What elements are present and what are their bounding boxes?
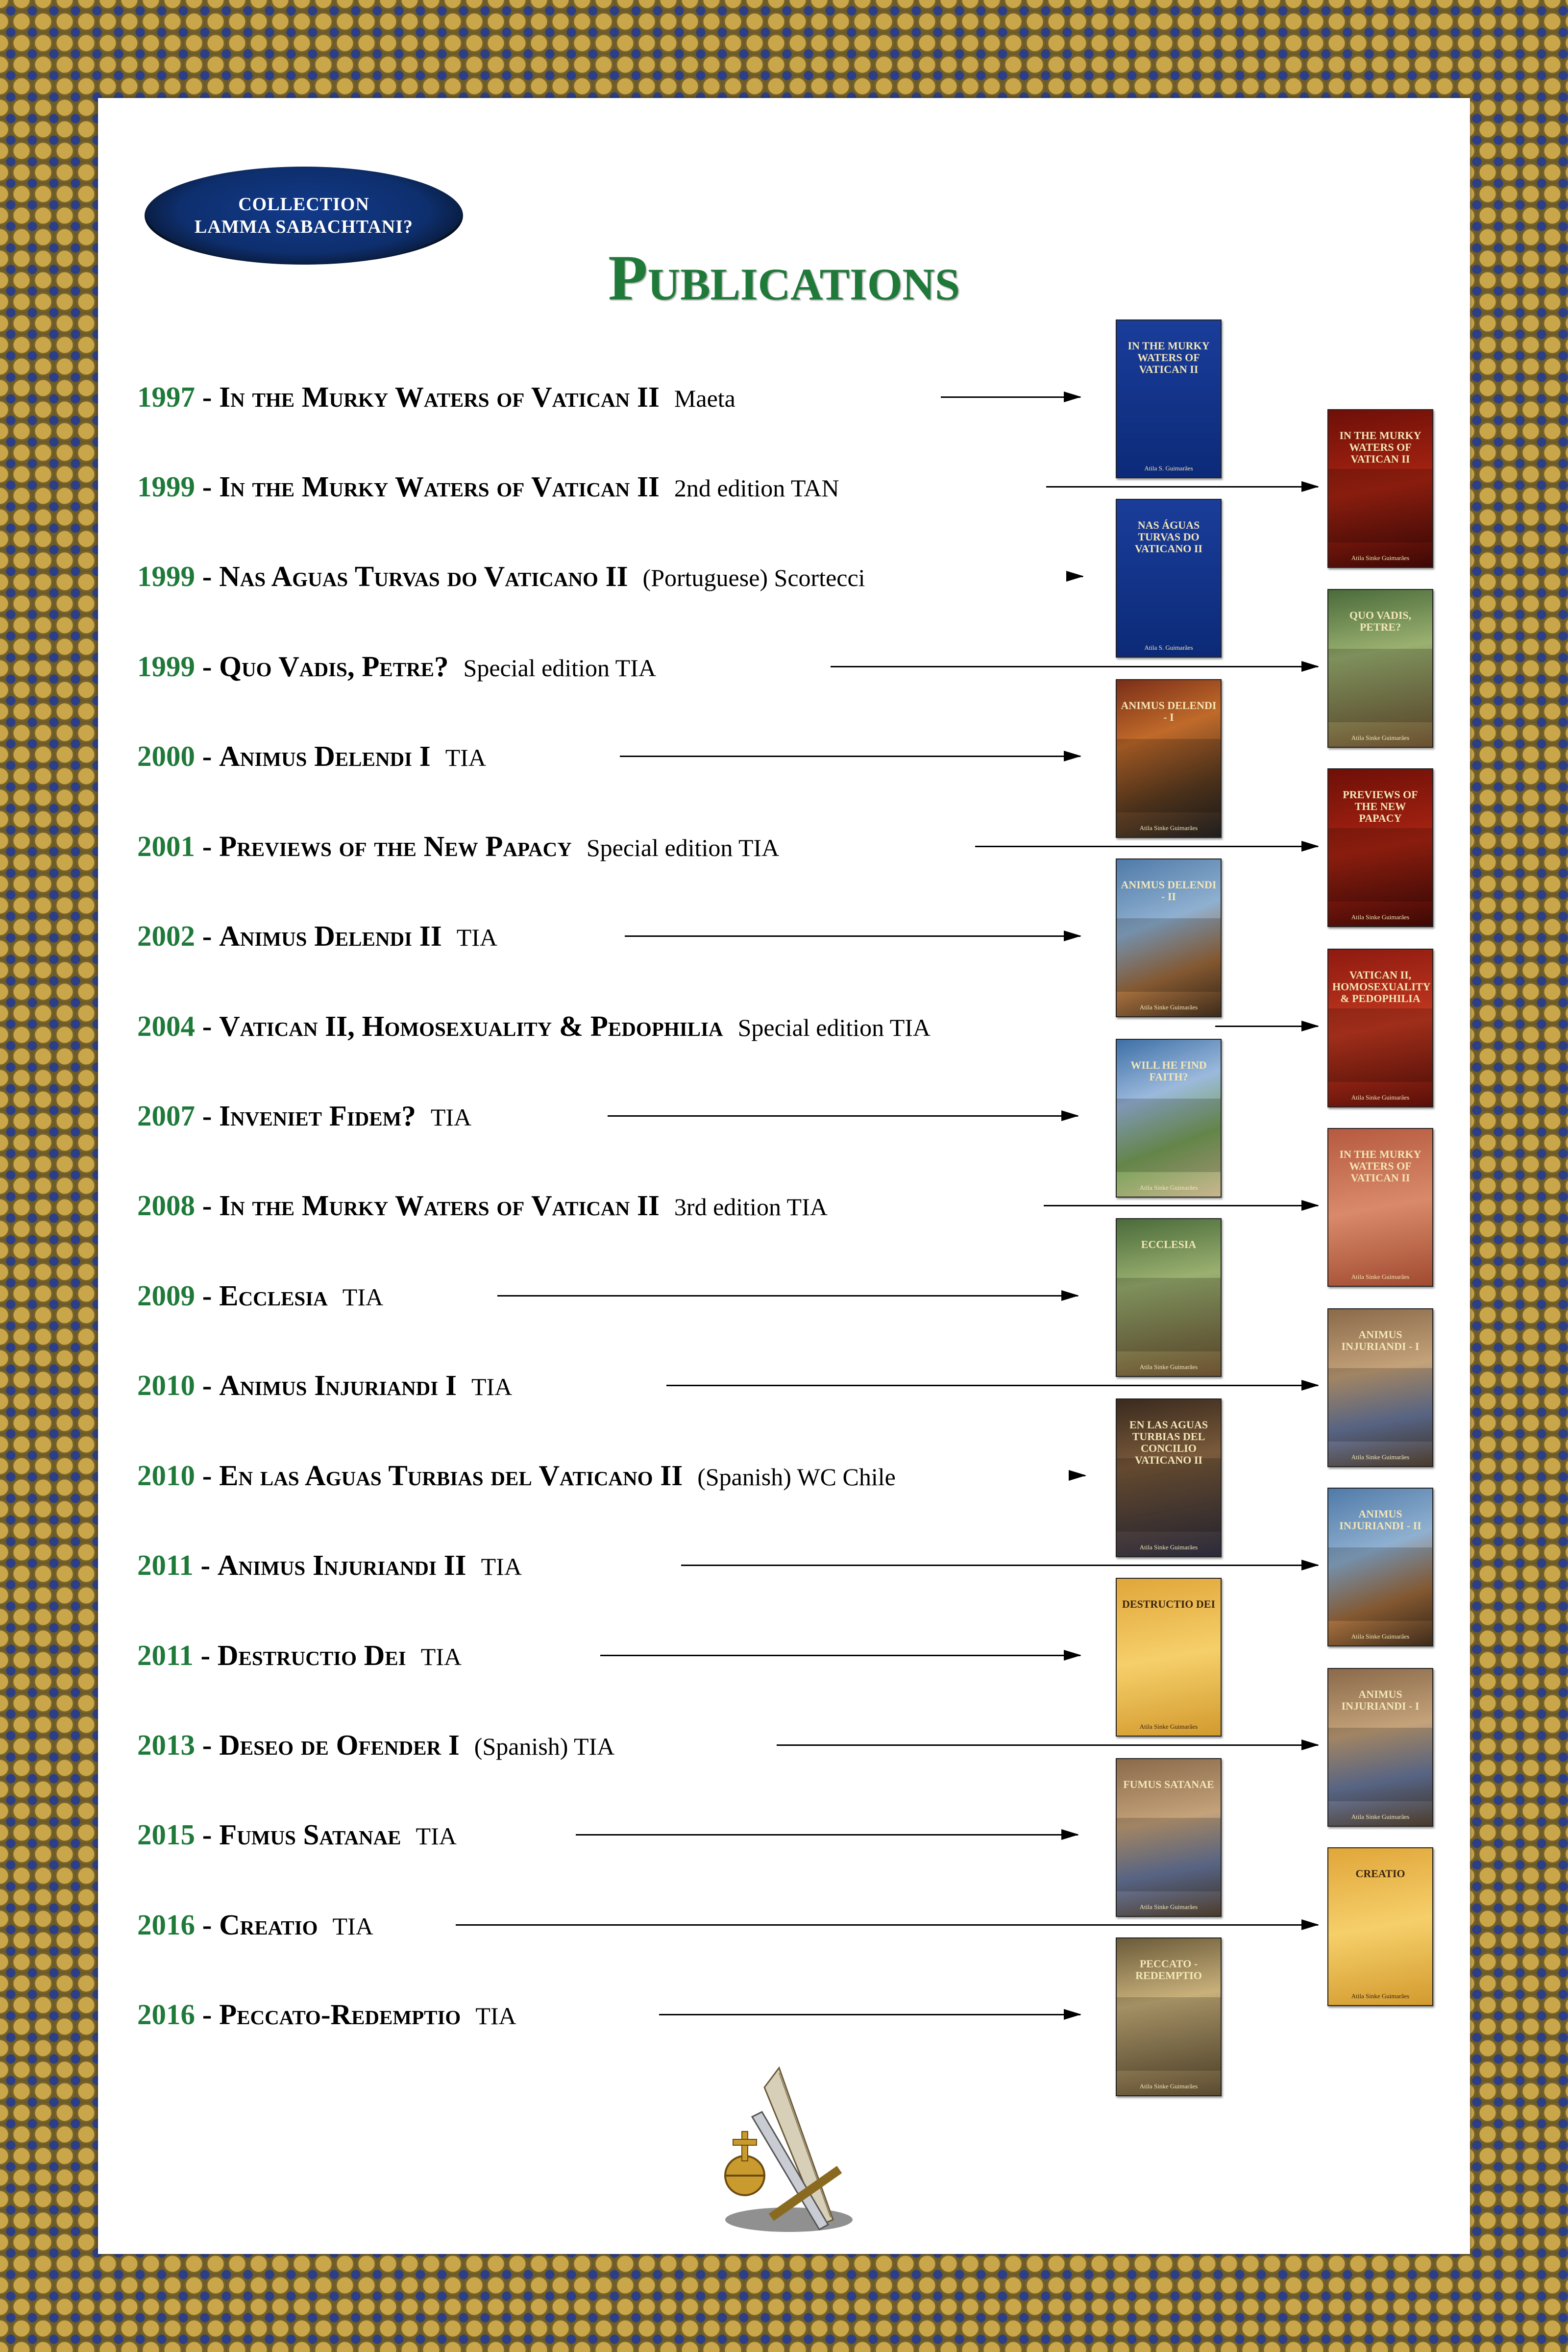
publication-row: 2016 - Creatio TIA: [137, 1903, 1460, 1947]
cover-author: Atila Sinke Guimarães: [1139, 824, 1198, 832]
arrow-right-icon: [625, 935, 1080, 937]
cover-title: ANIMUS INJURIANDI - I: [1341, 1688, 1420, 1712]
badge-line-2: LAMMA SABACHTANI?: [195, 217, 413, 237]
cover-author: Atila Sinke Guimarães: [1139, 1184, 1198, 1191]
arrow-right-icon: [620, 756, 1080, 757]
entry-year: 1999: [137, 650, 195, 683]
entry-note: TIA: [456, 924, 497, 951]
book-cover-fumus-satanae: [1116, 1758, 1222, 1917]
cover-author: Atila Sinke Guimarães: [1351, 1273, 1410, 1280]
cover-author: Atila Sinke Guimarães: [1351, 1992, 1410, 2000]
entry-note: Maeta: [674, 385, 735, 412]
book-cover-previews: [1327, 768, 1433, 927]
entry-note: TIA: [475, 2002, 516, 2030]
entry-title: Peccato-Redemptio: [219, 1998, 461, 2031]
arrow-right-icon: [600, 1655, 1080, 1656]
book-cover-animus-delendi-1: [1116, 679, 1222, 838]
book-cover-animus-injuriandi-2: [1327, 1488, 1433, 1646]
arrow-right-icon: [1073, 576, 1083, 577]
arrow-right-icon: [659, 2014, 1080, 2015]
cover-title: WILL HE FIND FAITH?: [1130, 1059, 1207, 1083]
arrow-right-icon: [1046, 486, 1318, 488]
publication-row: 1999 - In the Murky Waters of Vatican II 2nd edition TAN: [137, 465, 1460, 509]
book-cover-animus-injuriandi-1: [1327, 1308, 1433, 1467]
arrow-right-icon: [941, 396, 1080, 398]
cover-author: Atila Sinke Guimarães: [1351, 1453, 1410, 1461]
cover-author: Atila Sinke Guimarães: [1139, 1723, 1198, 1730]
entry-year: 2008: [137, 1189, 195, 1222]
book-cover-1999-tan: [1327, 409, 1433, 568]
cover-title: PECCATO - REDEMPTIO: [1135, 1958, 1202, 1982]
cover-title: DESTRUCTIO DEI: [1122, 1598, 1216, 1610]
cover-title: QUO VADIS, PETRE?: [1349, 609, 1412, 633]
entry-note: (Spanish) WC Chile: [697, 1463, 896, 1491]
entry-note: 3rd edition TIA: [674, 1193, 828, 1221]
book-cover-1999-portuguese: [1116, 499, 1222, 658]
cover-title: PREVIEWS OF THE NEW PAPACY: [1343, 788, 1418, 824]
publication-row: 2011 - Destructio Dei TIA: [137, 1633, 1460, 1677]
book-cover-creatio: [1327, 1847, 1433, 2006]
book-cover-peccato-redemptio: [1116, 1937, 1222, 2096]
arrow-right-icon: [1080, 1475, 1085, 1476]
cover-author: Atila Sinke Guimarães: [1139, 1903, 1198, 1911]
entry-note: (Spanish) TIA: [474, 1733, 615, 1760]
entry-year: 1999: [137, 470, 195, 503]
entry-year: 2013: [137, 1729, 195, 1761]
entry-note: Special edition TIA: [463, 654, 656, 682]
arrow-right-icon: [1215, 1026, 1318, 1027]
cover-title: CREATIO: [1355, 1867, 1405, 1880]
publication-row: 1999 - Nas Aguas Turvas do Vaticano II (Portuguese) Scortecci: [137, 554, 1460, 598]
entry-year: 2002: [137, 920, 195, 952]
page-title: Publications: [608, 242, 960, 314]
cover-author: Atila Sinke Guimarães: [1351, 1633, 1410, 1640]
cover-author: Atila S. Guimarães: [1144, 465, 1193, 472]
cover-title: IN THE MURKY WATERS OF VATICAN II: [1339, 429, 1421, 465]
cover-title: ANIMUS INJURIANDI - II: [1339, 1508, 1421, 1532]
entry-year: 1999: [137, 560, 195, 592]
entry-title: Deseo de Ofender I: [219, 1729, 460, 1761]
cover-author: Atila Sinke Guimarães: [1139, 1363, 1198, 1371]
publication-row: 1997 - In the Murky Waters of Vatican II Maeta: [137, 375, 1460, 419]
cover-author: Atila Sinke Guimarães: [1351, 554, 1410, 562]
entry-note: Special edition TIA: [586, 834, 780, 861]
publication-row: 2013 - Deseo de Ofender I (Spanish) TIA: [137, 1723, 1460, 1767]
entry-title: In the Murky Waters of Vatican II: [219, 1189, 660, 1222]
book-cover-aguas-turbias: [1116, 1398, 1222, 1557]
cover-title: IN THE MURKY WATERS OF VATICAN II: [1339, 1148, 1421, 1184]
entry-title: Nas Aguas Turvas do Vaticano II: [219, 560, 628, 592]
entry-title: Ecclesia: [219, 1279, 328, 1312]
book-cover-quo-vadis: [1327, 589, 1433, 748]
entry-year: 2000: [137, 740, 195, 772]
publication-row: 2009 - Ecclesia TIA: [137, 1274, 1460, 1318]
entry-title: Fumus Satanae: [219, 1818, 401, 1851]
publication-row: 2011 - Animus Injuriandi II TIA: [137, 1543, 1460, 1587]
entry-note: TIA: [332, 1912, 373, 1940]
entry-note: TIA: [481, 1553, 522, 1580]
cover-title: ANIMUS DELENDI - I: [1121, 699, 1217, 723]
entry-title: In the Murky Waters of Vatican II: [219, 381, 660, 413]
collection-badge: [145, 167, 463, 265]
entry-year: 1997: [137, 381, 195, 413]
publication-row: 2004 - Vatican II, Homosexuality & Pedophilia Special edition TIA: [137, 1004, 1460, 1048]
entry-title: Destructio Dei: [217, 1639, 406, 1671]
book-cover-inveniet-fidem: [1116, 1039, 1222, 1198]
publication-row: 2002 - Animus Delendi II TIA: [137, 914, 1460, 958]
entry-note: TIA: [416, 1822, 457, 1850]
entry-note: TIA: [420, 1643, 462, 1670]
cover-author: Atila Sinke Guimarães: [1351, 913, 1410, 921]
publication-row: 2008 - In the Murky Waters of Vatican II 3rd edition TIA: [137, 1183, 1460, 1227]
arrow-right-icon: [666, 1385, 1318, 1386]
arrow-right-icon: [608, 1115, 1078, 1117]
entry-title: Quo Vadis, Petre?: [219, 650, 449, 683]
cover-author: Atila Sinke Guimarães: [1351, 1094, 1410, 1101]
cover-title: IN THE MURKY WATERS OF VATICAN II: [1127, 340, 1210, 375]
entry-year: 2016: [137, 1998, 195, 2031]
cover-title: VATICAN II, HOMOSEXUALITY & PEDOPHILIA: [1332, 969, 1431, 1004]
publication-row: 2010 - Animus Injuriandi I TIA: [137, 1363, 1460, 1407]
entry-note: 2nd edition TAN: [674, 474, 839, 502]
book-cover-homosexuality: [1327, 949, 1433, 1107]
publication-row: 2000 - Animus Delendi I TIA: [137, 734, 1460, 778]
book-cover-2008: [1327, 1128, 1433, 1287]
book-cover-ecclesia: [1116, 1218, 1222, 1377]
publication-row: 2001 - Previews of the New Papacy Special edition TIA: [137, 824, 1460, 868]
entry-year: 2010: [137, 1459, 195, 1492]
entry-title: Animus Delendi I: [219, 740, 431, 772]
entry-title: Previews of the New Papacy: [219, 830, 572, 862]
entry-note: TIA: [342, 1283, 384, 1311]
entry-title: En las Aguas Turbias del Vaticano II: [219, 1459, 683, 1492]
entry-year: 2015: [137, 1818, 195, 1851]
publication-row: 1999 - Quo Vadis, Petre? Special edition TIA: [137, 644, 1460, 688]
arrow-right-icon: [1044, 1205, 1318, 1206]
entry-year: 2011: [137, 1639, 194, 1671]
entry-note: TIA: [471, 1373, 513, 1400]
cover-title: EN LAS AGUAS TURBIAS DEL CONCILIO VATICANO II: [1129, 1419, 1208, 1466]
cover-title: ANIMUS DELENDI - II: [1121, 879, 1217, 903]
publication-row: 2007 - Inveniet Fidem? TIA: [137, 1094, 1460, 1138]
cover-author: Atila S. Guimarães: [1144, 644, 1193, 651]
cover-title: NAS ÁGUAS TURVAS DO VATICANO II: [1135, 519, 1202, 555]
entry-title: Animus Delendi II: [219, 920, 442, 952]
badge-line-1: COLLECTION: [238, 194, 369, 215]
arrow-right-icon: [831, 666, 1318, 667]
book-cover-deseo-de-ofender: [1327, 1668, 1433, 1827]
cover-title: FUMUS SATANAE: [1123, 1778, 1214, 1790]
cover-author: Atila Sinke Guimarães: [1139, 1004, 1198, 1011]
arrow-right-icon: [777, 1744, 1318, 1746]
entry-year: 2007: [137, 1100, 195, 1132]
arrow-right-icon: [456, 1924, 1318, 1926]
entry-title: Vatican II, Homosexuality & Pedophilia: [219, 1010, 723, 1042]
arrow-right-icon: [576, 1834, 1078, 1836]
entry-note: (Portuguese) Scortecci: [642, 564, 865, 591]
arrow-right-icon: [975, 846, 1318, 847]
book-cover-1997: [1116, 319, 1222, 478]
book-cover-destructio-dei: [1116, 1578, 1222, 1737]
entry-note: TIA: [430, 1103, 472, 1131]
entry-title: Creatio: [219, 1909, 318, 1941]
entry-title: In the Murky Waters of Vatican II: [219, 470, 660, 503]
entry-title: Inveniet Fidem?: [219, 1100, 416, 1132]
arrow-right-icon: [681, 1565, 1318, 1566]
entry-note: Special edition TIA: [737, 1014, 931, 1041]
orb-sword-quill-emblem-icon: [706, 2058, 867, 2239]
entry-year: 2016: [137, 1909, 195, 1941]
entry-note: TIA: [445, 744, 487, 771]
entry-title: Animus Injuriandi I: [219, 1369, 457, 1401]
cover-author: Atila Sinke Guimarães: [1139, 2082, 1198, 2090]
publication-row: 2015 - Fumus Satanae TIA: [137, 1813, 1460, 1857]
publication-row: 2010 - En las Aguas Turbias del Vaticano II (Spanish) WC Chile: [137, 1453, 1460, 1497]
book-cover-animus-delendi-2: [1116, 858, 1222, 1017]
entry-title: Animus Injuriandi II: [217, 1549, 466, 1581]
arrow-right-icon: [497, 1295, 1078, 1297]
cover-author: Atila Sinke Guimarães: [1351, 734, 1410, 741]
entry-year: 2001: [137, 830, 195, 862]
entry-year: 2004: [137, 1010, 195, 1042]
entry-year: 2009: [137, 1279, 195, 1312]
cover-author: Atila Sinke Guimarães: [1351, 1813, 1410, 1820]
entry-year: 2011: [137, 1549, 194, 1581]
publication-row: 2016 - Peccato-Redemptio TIA: [137, 1992, 1460, 2036]
cover-title: ECCLESIA: [1141, 1238, 1197, 1250]
entry-year: 2010: [137, 1369, 195, 1401]
cover-author: Atila Sinke Guimarães: [1139, 1544, 1198, 1551]
cover-title: ANIMUS INJURIANDI - I: [1341, 1328, 1420, 1352]
